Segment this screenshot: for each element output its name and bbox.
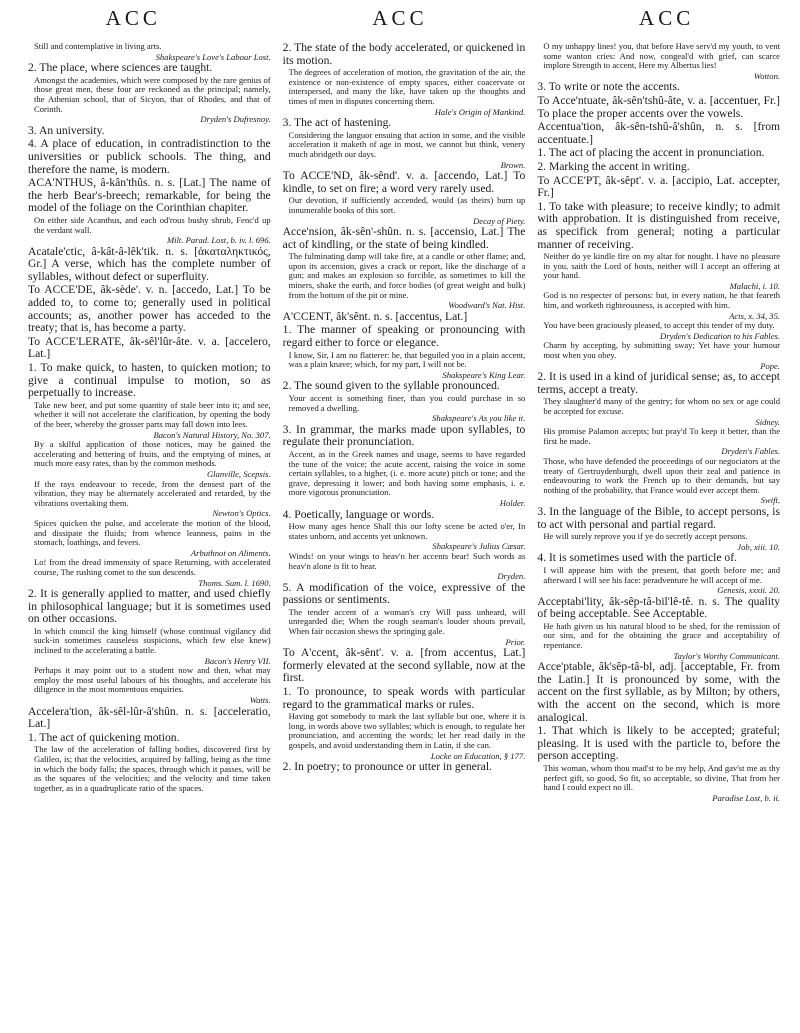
source-citation: Paradise Lost, b. ii. bbox=[712, 792, 780, 803]
entry-paragraph: Acatale'ctic, â-kât-â-lêk'tik. n. s. [ἀκαταληκτικός, Gr.] A verse, which has the complete number of syllables, without defect or superfluity. bbox=[28, 244, 271, 283]
quotation: The tender accent of a woman's cry Will pass unheard, will unregarded die; When the rough seaman's louder shouts prevail, When fair occasion shews the springing gale. bbox=[288, 606, 526, 637]
quotation: Accent, as in the Greek names and usage, seems to have regarded the tune of the voice; the acute accent, raising the voice in some certain syllables, to a higher, (i. e. more acute) pitch or tone; and the grave, depressing it lower; and both having some emphasis, i. e. more vigorous pronunciation. bbox=[288, 448, 526, 498]
column-right bbox=[537, 42, 780, 1027]
quotation: By a skilful application of those notices, may be gained the accelerating and bettering of fruits, and the emptying of mines, at much more easy rates, than by the common methods. bbox=[34, 439, 271, 469]
source-citation: Glanville, Scepsis. bbox=[206, 468, 271, 479]
entry-paragraph: 2. It is generally applied to matter, and used chiefly in philosophical language; but it is sometimes used on other occasions. bbox=[28, 587, 271, 626]
quotation: He will surely reprove you if ye do secretly accept persons. bbox=[543, 531, 748, 542]
source-citation: Shakspeare's Julius Cæsar. bbox=[432, 541, 526, 552]
source-citation: Taylor's Worthy Communicant. bbox=[673, 650, 780, 661]
entry-paragraph: 1. The act of quickening motion. bbox=[28, 730, 180, 744]
quotation: Your accent is something finer, than you could purchase in so removed a dwelling. bbox=[288, 393, 526, 413]
quotation: God is no respecter of persons: but, in every nation, he that feareth him, and worketh righteousness, is accepted with him. bbox=[543, 290, 780, 311]
header-right: ACC bbox=[639, 6, 695, 30]
entry-paragraph: 1. The manner of speaking or pronouncing with regard either to force or elegance. bbox=[282, 323, 526, 350]
source-citation: Shakspeare's Love's Labour Lost. bbox=[155, 51, 271, 62]
quotation: Amongst the academies, which were composed by the rare genius of those great men, these four are reckoned as the principal; namely, the Athenian school, that of Sicyon, that of Rhodes, and that of Corinth. bbox=[34, 74, 271, 114]
quotation: Spices quicken the pulse, and accelerate the motion of the blood, and dissipate the fluids; from whence leanness, pains in the stomach, loathings, and fevers. bbox=[34, 517, 271, 548]
entry-paragraph: 4. It is sometimes used with the particle of. bbox=[537, 551, 737, 565]
header-center: ACC bbox=[372, 6, 428, 30]
entry-paragraph: 3. To write or note the accents. bbox=[537, 80, 680, 94]
entry-paragraph: To Acce'ntuate, âk-sên'tshû-âte, v. a. [accentuer, Fr.] To place the proper accents over the vowels. bbox=[537, 93, 780, 120]
entry-paragraph: 2. The sound given to the syllable pronounced. bbox=[282, 379, 500, 393]
source-citation: Watts. bbox=[249, 695, 271, 706]
source-citation: Shakspeare's King Lear. bbox=[442, 369, 526, 380]
quotation: Our devotion, if sufficiently accended, would (as theirs) burn up innumerable books of this sort. bbox=[288, 195, 526, 215]
source-citation: Wotton. bbox=[753, 70, 780, 81]
column-left bbox=[28, 42, 271, 1027]
entry-paragraph: 3. In the language of the Bible, to accept persons, is to act with personal and partial regard. bbox=[537, 504, 780, 531]
entry-paragraph: 4. Poetically, language or words. bbox=[282, 507, 435, 521]
source-citation: Sidney. bbox=[755, 416, 780, 427]
quotation: The degrees of acceleration of motion, the gravitation of the air, the existence or non-existence of empty spaces, either coacervate or interspersed, and many the like, have taken up the thoughts and times of men in disputes concerning them. bbox=[288, 67, 526, 106]
source-citation: Decay of Piety. bbox=[473, 215, 526, 226]
entry-paragraph: To ACCE'DE, âk-sède'. v. n. [accedo, Lat.] To be added to, to come to; generally used in political accounts; as, another power has acceded to the treaty; that is, has become a party. bbox=[28, 283, 271, 335]
entry-paragraph: 1. To pronounce, to speak words with particular regard to the grammatical marks or rules. bbox=[282, 685, 526, 711]
source-citation: Holder. bbox=[499, 497, 526, 508]
entry-paragraph: Acce'ptable, âk'sêp-tâ-bl, adj. [acceptable, Fr. from the Latin.] It is pronounced by some, with the accent on the first syllable, as by Milton; by others, with the accent on the second, which is more analogical. bbox=[537, 660, 780, 724]
source-citation: Dryden's Dufresnoy. bbox=[200, 114, 271, 125]
entry-paragraph: Acceptabi'lity, âk-sêp-tâ-bil'lê-tê. n. s. The quality of being acceptable. See Acceptable. bbox=[537, 594, 780, 621]
entry-paragraph: A'CCENT, âk'sênt. n. s. [accentus, Lat.] bbox=[282, 309, 468, 323]
quotation: Considering the languor ensuing that action in some, and the visible acceleration it maketh of age in most, we cannot but think, venery much abridgeth our days. bbox=[288, 129, 526, 159]
source-citation: Woodward's Nat. Hist. bbox=[448, 300, 526, 311]
entry-paragraph: 5. A modification of the voice, expressive of the passions or sentiments. bbox=[282, 580, 526, 607]
entry-paragraph: 2. In poetry; to pronounce or utter in general. bbox=[282, 760, 492, 774]
quotation: If the rays endeavour to recede, from the densest part of the vibration, they may be alternately accelerated and retarded, by the vibrations overtaking them. bbox=[34, 478, 271, 508]
entry-paragraph: 2. Marking the accent in writing. bbox=[537, 159, 690, 173]
source-citation: Thoms. Sum. l. 1690. bbox=[198, 577, 271, 588]
source-citation: Brown. bbox=[500, 159, 526, 170]
quotation: O my unhappy lines! you, that before Have serv'd my youth, to vent some wanton cries: And now, congeal'd with grief, can scarce implore Strength to accent, Here my Albertus lies! bbox=[543, 42, 780, 71]
source-citation: Shakspeare's As you like it. bbox=[432, 413, 526, 424]
entry-paragraph: To ACCE'PT, âk-sêpt'. v. a. [accipio, Lat. accepter, Fr.] bbox=[537, 173, 780, 200]
quotation: I know, Sir, I am no flatterer: he, that beguiled you in a plain accent, was a plain knave; which, for my part, I will not be. bbox=[288, 349, 526, 370]
entry-paragraph: To A'ccent, âk-sênt'. v. a. [from accentus, Lat.] formerly elevated at the second syllable, now at the first. bbox=[282, 646, 526, 685]
entry-paragraph: Accelera'tion, âk-sêl-lûr-â'shûn. n. s. [acceleratio, Lat.] bbox=[28, 704, 271, 731]
source-citation: Acts, x. 34, 35. bbox=[729, 310, 780, 321]
entry-paragraph: 1. The act of placing the accent in pronunciation. bbox=[537, 146, 765, 160]
quotation: Perhaps it may point out to a student now and then, what may employ the most useful labours of his thoughts, and accelerate his diligence in the most momentous enquiries. bbox=[34, 665, 271, 695]
entry-paragraph: 2. The state of the body accelerated, or quickened in its motion. bbox=[282, 42, 526, 67]
source-citation: Prior. bbox=[505, 636, 526, 647]
source-citation: Swift. bbox=[760, 495, 780, 506]
quotation: Those, who have defended the proceedings of our negociators at the treaty of Gertruydenburgh, dwell upon their zeal and patience in endeavouring to work the French up to their demands, but say nothing of the probability, that France would ever accept them. bbox=[543, 455, 780, 495]
quotation: He hath given us his natural blood to be shed, for the remission of our sins, and for the obtaining the grace and acceptability of repentance. bbox=[543, 620, 780, 651]
source-citation: Locke on Education, § 177. bbox=[430, 750, 526, 761]
quotation: Take new beer, and put some quantity of stale beer into it; and see, whether it will not accelerate the clarification, by opening the body of the beer, whereby the grosser parts may fall down into lees. bbox=[34, 399, 271, 429]
entry-paragraph: 1. To take with pleasure; to receive kindly; to admit with approbation. It is distinguished from receive, as specifick from general; noting a particular manner of receiving. bbox=[537, 199, 780, 251]
source-citation: Dryden's Fables. bbox=[721, 446, 780, 457]
source-citation: Job, xiii. 10. bbox=[737, 541, 780, 552]
quotation: Having got somebody to mark the last syllable but one, where it is long, in words above two syllables; which is enough, to regulate her pronunciation, and accenting the words; let her read daily in the gospels, and avoid understanding them in Latin, if she can. bbox=[288, 711, 526, 750]
entry-paragraph: 2. The place, where sciences are taught. bbox=[28, 61, 213, 75]
quotation: The fulminating damp will take fire, at a candle or other flame; and, upon its accension, gives a crack or report, like the discharge of a gun; and makes an explosion so forcible, as sometimes to kill the miners, shake the earth, and force bodies (of great weight and bulk) from the bottom of the pit or mine. bbox=[288, 251, 526, 300]
quotation: On either side Acanthus, and each od'rous bushy shrub, Fenc'd up the verdant wall. bbox=[34, 214, 271, 235]
quotation: His promise Palamon accepts; but pray'd To keep it better, than the first he made. bbox=[543, 426, 780, 446]
quotation: In which council the king himself (whose continual vigilancy did suck-in sometimes causeless suspicions, which few else knew) inclined to the accelerating a battle. bbox=[34, 625, 271, 656]
source-citation: Bacon's Natural History, No. 307. bbox=[153, 429, 271, 440]
entry-paragraph: 4. A place of education, in contradistinction to the universities or publick schools. The thing, and therefore the name, is modern. bbox=[28, 137, 271, 176]
source-citation: Bacon's Henry VII. bbox=[204, 655, 271, 666]
entry-paragraph: To ACCE'LERATE, âk-sêl'lûr-âte. v. a. [accelero, Lat.] bbox=[28, 334, 271, 361]
quotation: The law of the acceleration of falling bodies, discovered first by Galileo, is; that the velocities, acquired by falling, being as the time in which the body falls; the spaces, through which it passes, will be as the squares of the velocities; and the velocity and time taken together, as in a quadruplicate ratio of the spaces. bbox=[34, 744, 271, 793]
source-citation: Dryden. bbox=[497, 571, 526, 582]
entry-paragraph: To ACCE'ND, âk-sênd'. v. a. [accendo, Lat.] To kindle, to set on fire; a word very rarely used. bbox=[282, 169, 526, 195]
running-header bbox=[0, 6, 800, 34]
source-citation: Milt. Parad. Lost, b. iv. l. 696. bbox=[166, 235, 271, 246]
source-citation: Newton's Optics. bbox=[212, 508, 271, 519]
quotation: How many ages hence Shall this our lofty scene be acted o'er, In states unborn, and accents yet unknown. bbox=[288, 521, 526, 541]
quotation: Charm by accepting, by submitting sway; Yet have your humour most when you obey. bbox=[543, 340, 780, 361]
entry-paragraph: ACA'NTHUS, â-kân'thûs. n. s. [Lat.] The name of the herb Bear's-breech; remarkable, for being the model of the foliage on the Corinthian chapiter. bbox=[28, 176, 271, 215]
entry-paragraph: 3. In grammar, the marks made upon syllables, to regulate their pronunciation. bbox=[282, 422, 526, 449]
source-citation: Malachi, i. 10. bbox=[729, 280, 780, 291]
source-citation: Dryden's Dedication to his Fables. bbox=[660, 330, 780, 341]
quotation: Lo! from the dread immensity of space Returning, with accelerated course, The rushing comet to the sun descends. bbox=[34, 557, 271, 577]
quotation: Neither do ye kindle fire on my altar for nought. I have no pleasure in you, saith the Lord of hosts, neither will I accept an offering at your hand. bbox=[543, 251, 780, 281]
quotation: You have been graciously pleased, to accept this tender of my duty. bbox=[543, 320, 775, 331]
quotation: Still and contemplative in living arts. bbox=[34, 42, 162, 51]
entry-paragraph: 3. An university. bbox=[28, 123, 105, 137]
source-citation: Arbuthnot on Aliments. bbox=[190, 547, 271, 558]
entry-paragraph: 3. The act of hastening. bbox=[282, 116, 392, 130]
quotation: I will appease him with the present, that goeth before me; and afterward I will see his face: peradventure he will accept of me. bbox=[543, 564, 780, 585]
entry-paragraph: Accentua'tion, âk-sên-tshû-â'shûn, n. s. [from accentuate.] bbox=[537, 120, 780, 146]
entry-paragraph: 1. To make quick, to hasten, to quicken motion; to give a continual impulse to motion, so as perpetually to increase. bbox=[28, 361, 271, 400]
source-citation: Pope. bbox=[760, 360, 780, 371]
entry-paragraph: 2. It is used in a kind of juridical sense; as, to accept terms, accept a treaty. bbox=[537, 370, 780, 396]
header-left: ACC bbox=[105, 6, 161, 30]
quotation: They slaughter'd many of the gentry; for whom no sex or age could be accepted for excuse. bbox=[543, 396, 780, 416]
entry-paragraph: 1. That which is likely to be accepted; grateful; pleasing. It is used with the particle to, before the person accepting. bbox=[537, 724, 780, 763]
text-columns bbox=[28, 42, 780, 1027]
source-citation: Genesis, xxxii. 20. bbox=[717, 585, 780, 596]
quotation: This woman, whom thou mad'st to be my help, And gav'st me as thy perfect gift, so good, So fit, so acceptable, so divine, That from her hand I could expect no ill. bbox=[543, 763, 780, 793]
quotation: Winds! on your wings to heav'n her accents bear! Such words as heav'n alone is fit to hear. bbox=[288, 550, 526, 571]
column-middle bbox=[283, 42, 526, 1027]
entry-paragraph: Acce'nsion, âk-sên'-shûn. n. s. [accensio, Lat.] The act of kindling, or the state of being kindled. bbox=[282, 225, 526, 251]
source-citation: Hale's Origin of Mankind. bbox=[434, 106, 526, 117]
